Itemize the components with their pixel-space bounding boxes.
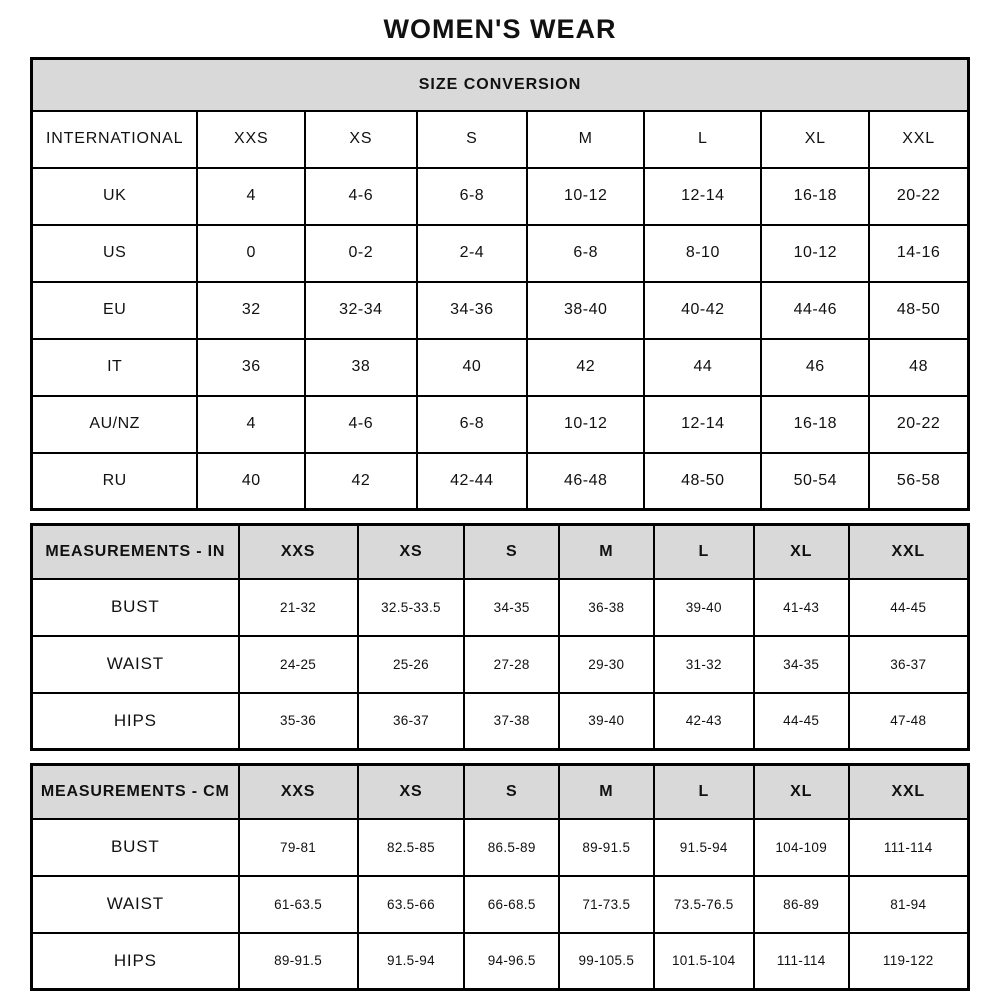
column-header-size: M: [559, 765, 654, 819]
measurement-value: 61-63.5: [239, 876, 358, 933]
measurements-in-body: [32, 525, 969, 750]
size-value: 44: [644, 339, 761, 396]
measurement-value: 37-38: [464, 693, 559, 750]
measurement-value: 36-38: [559, 579, 654, 636]
size-value: 32: [197, 282, 305, 339]
row-label: EU: [32, 282, 198, 339]
size-value: 50-54: [761, 453, 869, 510]
measurement-value: 34-35: [464, 579, 559, 636]
column-header-size: XXS: [239, 525, 358, 579]
measurement-value: 79-81: [239, 819, 358, 876]
size-value: 20-22: [869, 168, 968, 225]
size-conversion-banner-row: [32, 59, 969, 111]
measurement-value: 25-26: [358, 636, 465, 693]
table-row: [32, 819, 969, 876]
size-value: 12-14: [644, 168, 761, 225]
measurements-in-title: MEASUREMENTS - IN: [32, 525, 239, 579]
size-value: 16-18: [761, 396, 869, 453]
measurement-value: 47-48: [849, 693, 969, 750]
column-header-size: XS: [305, 111, 417, 168]
row-label: HIPS: [32, 933, 239, 990]
column-header-size: XXL: [849, 525, 969, 579]
column-header-international: INTERNATIONAL: [32, 111, 198, 168]
measurements-in-header-row: [32, 525, 969, 579]
column-header-size: S: [417, 111, 528, 168]
measurement-value: 39-40: [559, 693, 654, 750]
column-header-size: L: [654, 765, 754, 819]
size-value: 42: [305, 453, 417, 510]
column-header-size: XXS: [239, 765, 358, 819]
measurement-value: 99-105.5: [559, 933, 654, 990]
size-value: 16-18: [761, 168, 869, 225]
row-label: BUST: [32, 579, 239, 636]
column-header-size: XL: [761, 111, 869, 168]
size-value: 6-8: [527, 225, 644, 282]
table-row: [32, 225, 969, 282]
size-value: 4: [197, 396, 305, 453]
size-value: 40-42: [644, 282, 761, 339]
size-value: 20-22: [869, 396, 968, 453]
column-header-size: S: [464, 765, 559, 819]
size-conversion-table: [30, 57, 970, 511]
size-value: 0-2: [305, 225, 417, 282]
measurement-value: 86.5-89: [464, 819, 559, 876]
row-label: BUST: [32, 819, 239, 876]
column-header-size: XL: [754, 765, 849, 819]
size-value: 10-12: [527, 396, 644, 453]
size-value: 42: [527, 339, 644, 396]
measurements-in-table: [30, 523, 970, 751]
column-header-size: L: [654, 525, 754, 579]
row-label: IT: [32, 339, 198, 396]
size-value: 56-58: [869, 453, 968, 510]
measurement-value: 42-43: [654, 693, 754, 750]
size-value: 10-12: [761, 225, 869, 282]
column-header-size: XS: [358, 765, 465, 819]
measurement-value: 36-37: [849, 636, 969, 693]
size-value: 4: [197, 168, 305, 225]
size-value: 40: [417, 339, 528, 396]
measurement-value: 24-25: [239, 636, 358, 693]
measurement-value: 44-45: [849, 579, 969, 636]
row-label: WAIST: [32, 636, 239, 693]
measurement-value: 44-45: [754, 693, 849, 750]
table-row: [32, 282, 969, 339]
size-value: 12-14: [644, 396, 761, 453]
measurements-cm-header-row: [32, 765, 969, 819]
column-header-size: XXS: [197, 111, 305, 168]
table-row: [32, 579, 969, 636]
table-row: [32, 453, 969, 510]
size-value: 6-8: [417, 168, 528, 225]
measurement-value: 94-96.5: [464, 933, 559, 990]
size-value: 44-46: [761, 282, 869, 339]
size-value: 46: [761, 339, 869, 396]
column-header-size: S: [464, 525, 559, 579]
measurement-value: 111-114: [849, 819, 969, 876]
size-value: 42-44: [417, 453, 528, 510]
size-value: 48: [869, 339, 968, 396]
size-value: 4-6: [305, 168, 417, 225]
measurement-value: 82.5-85: [358, 819, 465, 876]
measurement-value: 39-40: [654, 579, 754, 636]
page-title: WOMEN'S WEAR: [383, 14, 617, 44]
column-header-size: M: [527, 111, 644, 168]
size-conversion-header-row: [32, 111, 969, 168]
column-header-size: XS: [358, 525, 465, 579]
size-value: 48-50: [644, 453, 761, 510]
measurement-value: 91.5-94: [654, 819, 754, 876]
size-conversion-title: SIZE CONVERSION: [32, 59, 969, 111]
size-value: 8-10: [644, 225, 761, 282]
size-value: 36: [197, 339, 305, 396]
measurement-value: 34-35: [754, 636, 849, 693]
table-row: [32, 339, 969, 396]
table-row: [32, 693, 969, 750]
row-label: AU/NZ: [32, 396, 198, 453]
size-value: 0: [197, 225, 305, 282]
measurements-cm-title: MEASUREMENTS - CM: [32, 765, 239, 819]
size-value: 32-34: [305, 282, 417, 339]
measurement-value: 32.5-33.5: [358, 579, 465, 636]
measurement-value: 91.5-94: [358, 933, 465, 990]
size-value: 2-4: [417, 225, 528, 282]
column-header-size: M: [559, 525, 654, 579]
measurement-value: 101.5-104: [654, 933, 754, 990]
measurement-value: 89-91.5: [559, 819, 654, 876]
measurement-value: 27-28: [464, 636, 559, 693]
measurement-value: 71-73.5: [559, 876, 654, 933]
measurement-value: 86-89: [754, 876, 849, 933]
measurement-value: 31-32: [654, 636, 754, 693]
measurement-value: 29-30: [559, 636, 654, 693]
measurement-value: 104-109: [754, 819, 849, 876]
measurement-value: 89-91.5: [239, 933, 358, 990]
table-row: [32, 876, 969, 933]
row-label: RU: [32, 453, 198, 510]
table-row: [32, 933, 969, 990]
row-label: WAIST: [32, 876, 239, 933]
table-row: [32, 168, 969, 225]
measurements-cm-body: [32, 765, 969, 990]
measurement-value: 63.5-66: [358, 876, 465, 933]
row-label: US: [32, 225, 198, 282]
column-header-size: XL: [754, 525, 849, 579]
size-value: 38: [305, 339, 417, 396]
row-label: HIPS: [32, 693, 239, 750]
measurement-value: 111-114: [754, 933, 849, 990]
measurement-value: 81-94: [849, 876, 969, 933]
measurement-value: 41-43: [754, 579, 849, 636]
measurement-value: 73.5-76.5: [654, 876, 754, 933]
size-value: 40: [197, 453, 305, 510]
measurements-cm-table: [30, 763, 970, 991]
size-value: 34-36: [417, 282, 528, 339]
measurement-value: 21-32: [239, 579, 358, 636]
size-value: 48-50: [869, 282, 968, 339]
size-value: 4-6: [305, 396, 417, 453]
table-row: [32, 396, 969, 453]
column-header-size: XXL: [849, 765, 969, 819]
column-header-size: L: [644, 111, 761, 168]
size-value: 38-40: [527, 282, 644, 339]
measurement-value: 35-36: [239, 693, 358, 750]
measurement-value: 119-122: [849, 933, 969, 990]
measurement-value: 36-37: [358, 693, 465, 750]
row-label: UK: [32, 168, 198, 225]
size-value: 14-16: [869, 225, 968, 282]
size-value: 46-48: [527, 453, 644, 510]
table-row: [32, 636, 969, 693]
size-value: 6-8: [417, 396, 528, 453]
measurement-value: 66-68.5: [464, 876, 559, 933]
size-value: 10-12: [527, 168, 644, 225]
column-header-size: XXL: [869, 111, 968, 168]
size-conversion-body: [32, 59, 969, 510]
